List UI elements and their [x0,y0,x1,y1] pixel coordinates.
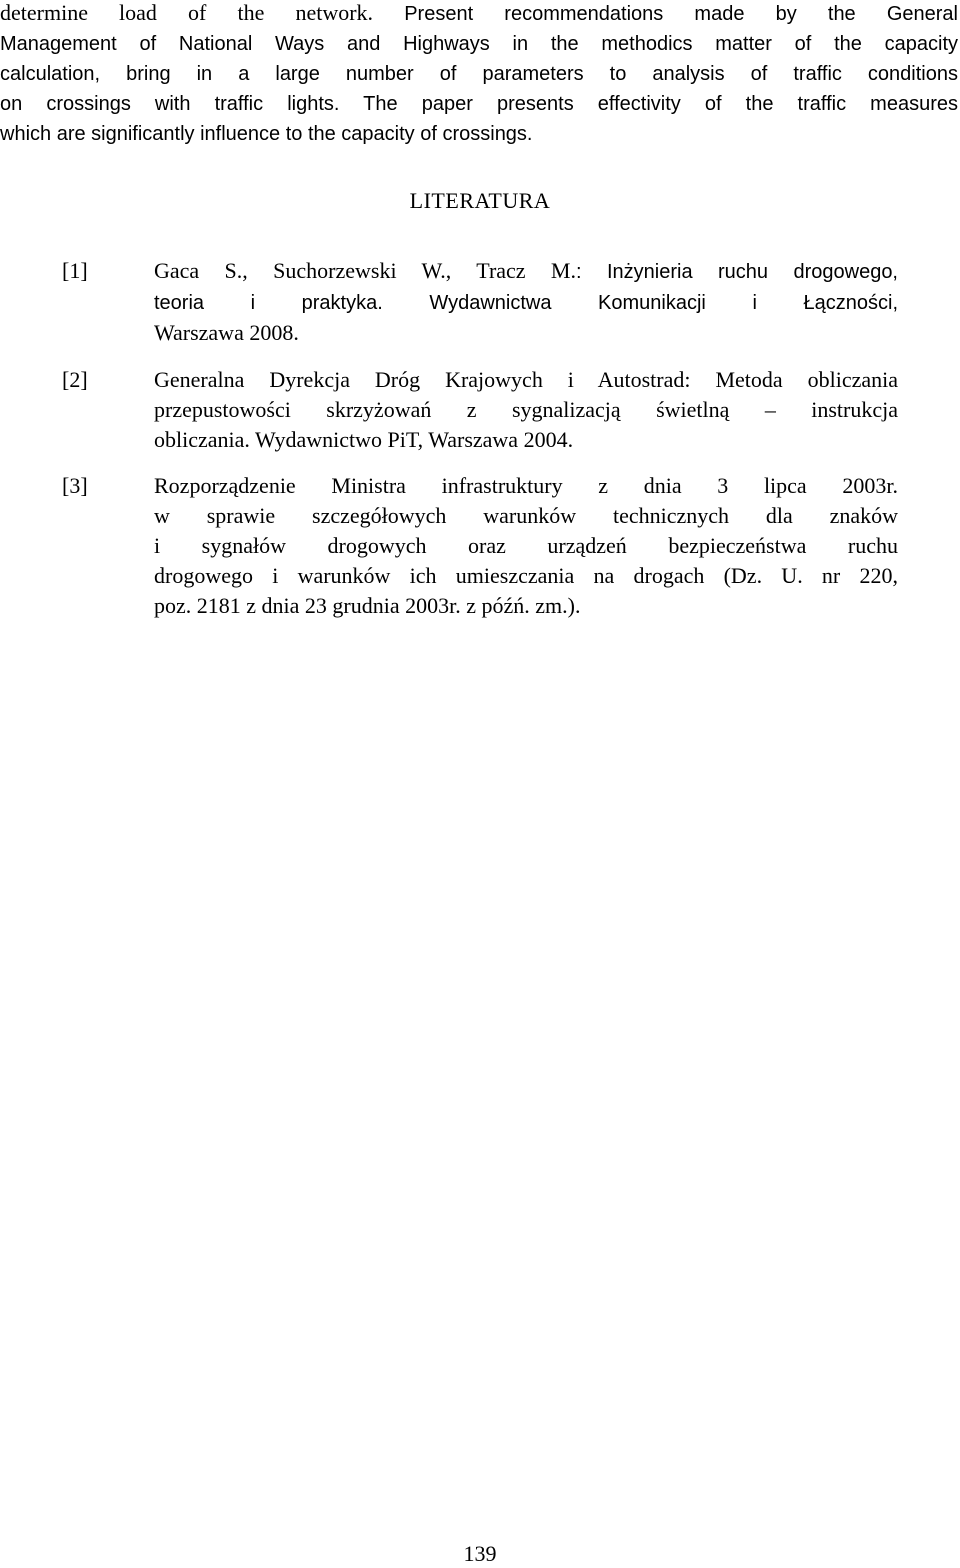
reference-text: Gaca S., Suchorzewski W., Tracz M. [154,258,576,283]
reference-line [154,471,898,501]
abstract-line [0,120,958,150]
reference-item [62,256,898,349]
page-number: 139 [463,1541,497,1566]
abstract-line [0,0,958,30]
reference-text-sans: : Inżynieria ruchu drogowego, [576,261,898,283]
reference-line [154,395,898,425]
reference-line [154,591,898,621]
reference-item [62,365,898,455]
reference-text-sans: teoria i praktyka. Wydawnictwa Komunikacji i Łączności, [154,292,898,314]
reference-text: przepustowości skrzyżowań z sygnalizacją świetlną – instrukcja [154,397,898,422]
reference-number: [2] [62,367,88,392]
reference-text: i sygnałów drogowych oraz urządzeń bezpieczeństwa ruchu [154,533,898,558]
abstract-line-sans: which are significantly influence to the capacity of crossings. [0,123,533,145]
reference-text: Generalna Dyrekcja Dróg Krajowych i Autostrad: Metoda obliczania [154,367,898,392]
reference-text: drogowego i warunków ich umieszczania na drogach (Dz. U. nr 220, [154,563,898,588]
reference-line [154,425,898,455]
reference-line [154,318,898,349]
reference-line [154,365,898,395]
reference-item [62,471,898,621]
abstract-line-sans: calculation, bring in a large number of parameters to analysis of traffic conditions [0,63,958,85]
abstract-line-sans: Present recommendations made by the General [373,3,958,25]
reference-text: obliczania. Wydawnictwo PiT, Warszawa 2004. [154,427,574,452]
abstract-line [0,30,958,60]
reference-line [154,531,898,561]
reference-line [154,501,898,531]
reference-number: [1] [62,258,88,283]
abstract-line-sans: Management of National Ways and Highways in the methodics matter of the capacity [0,33,958,55]
reference-line [154,561,898,591]
reference-text: Warszawa 2008. [154,320,299,345]
reference-text: Rozporządzenie Ministra infrastruktury z dnia 3 lipca 2003r. [154,473,898,498]
reference-text: poz. 2181 z dnia 23 grudnia 2003r. z późń. zm.). [154,593,581,618]
abstract-line-serif: determine load of the network. [0,0,374,25]
abstract-line-sans: The paper presents effectivity of the traffic measures [339,93,958,115]
abstract-line [0,90,958,120]
reference-text: w sprawie szczegółowych warunków technicznych dla znaków [154,503,898,528]
reference-number: [3] [62,473,88,498]
reference-line [154,287,898,318]
abstract-line-sans: on crossings with traffic lights. [0,93,340,115]
abstract-line [0,60,958,90]
abstract-paragraph [0,0,958,150]
reference-list [62,256,898,637]
section-heading: LITERATURA [409,188,551,213]
reference-line [154,256,898,287]
